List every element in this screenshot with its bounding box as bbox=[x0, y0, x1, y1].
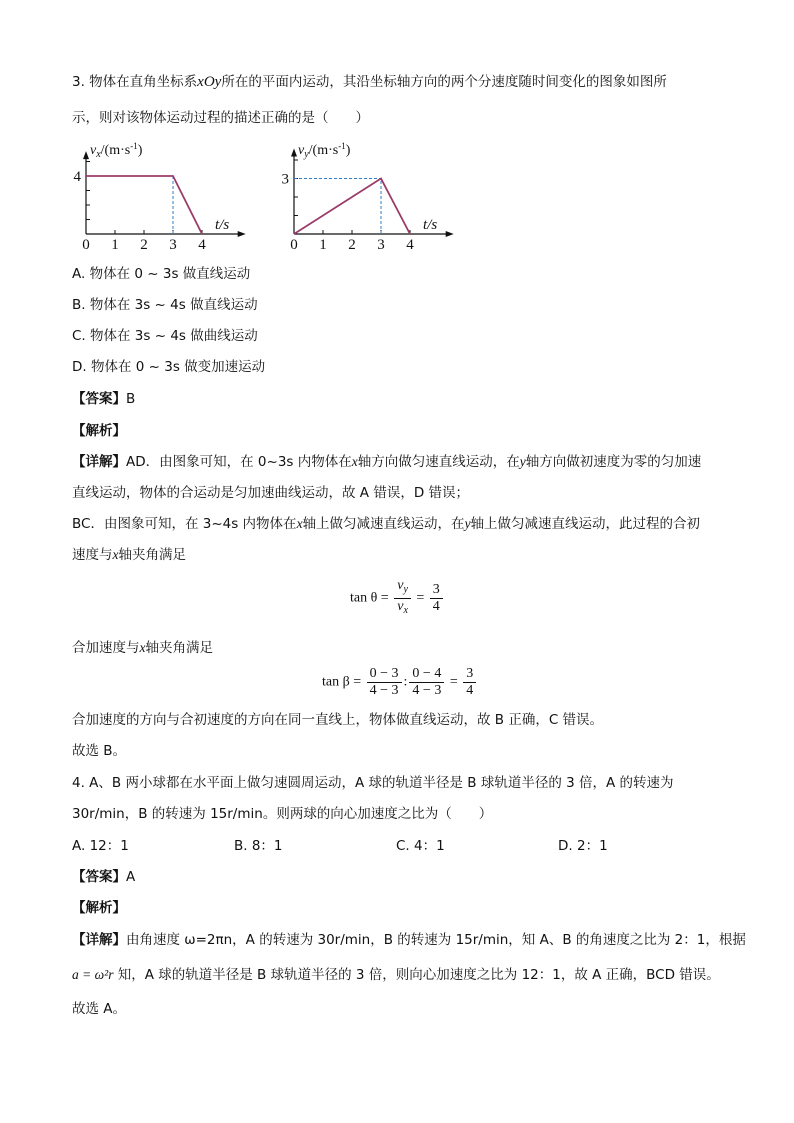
detail-text: 合加速度与 bbox=[72, 640, 140, 656]
q4-option-b: B. 8：1 bbox=[234, 838, 283, 854]
detail-text: 轴方向做匀速直线运动，在 bbox=[357, 454, 520, 470]
numerator: 0 − 3 bbox=[369, 666, 399, 681]
detail-text: 轴上做匀减速直线运动，在 bbox=[302, 516, 465, 532]
q4-option-c: C. 4：1 bbox=[396, 838, 445, 854]
x-tick-label: 3 bbox=[169, 237, 177, 253]
x-tick-label: 3 bbox=[377, 237, 385, 253]
detail-text: 由角速度 ω=2πn，A 的转速为 30r/min，B 的转速为 15r/min，知 A、B 的角速度之比为 2：1，根据 bbox=[126, 932, 746, 948]
q3-detail-line-6: 合加速度的方向与合初速度的方向在同一直线上，物体做直线运动，故 B 正确，C 错误。 bbox=[72, 712, 604, 728]
detail-text: 轴上做匀减速直线运动，此过程的合初 bbox=[470, 516, 701, 532]
equation-tan-beta bbox=[322, 666, 478, 699]
detail-text: 轴方向做初速度为零的匀加速 bbox=[525, 454, 702, 470]
q4-detail-line-2 bbox=[72, 965, 720, 985]
x-tick-label: 1 bbox=[319, 237, 327, 253]
q4-answer bbox=[72, 867, 135, 887]
answer-value: A bbox=[126, 869, 136, 885]
q3-answer bbox=[72, 389, 135, 409]
acceleration-formula: a = ω²r bbox=[72, 967, 114, 982]
x-tick-label: 1 bbox=[111, 237, 119, 253]
acceleration-y-fraction bbox=[409, 666, 444, 699]
q3-detail-line-2: 直线运动，物体的合运动是匀加速曲线运动，故 A 错误，D 错误； bbox=[72, 485, 470, 501]
eq-lhs: tan β = bbox=[322, 674, 362, 690]
q4-stem-line-2: 30r/min，B 的转速为 15r/min。则两球的向心加速度之比为（ ） bbox=[72, 806, 493, 822]
x-tick-label: 0 bbox=[82, 237, 90, 253]
q3-stem-line-2: 示，则对该物体运动过程的描述正确的是（ ） bbox=[72, 110, 369, 126]
equals-sign: = bbox=[449, 674, 458, 690]
x-axis-label: t/s bbox=[423, 217, 438, 233]
y-axis-label: $v_y/(m\cdot s^{-1})$ bbox=[298, 141, 351, 160]
denominator: 4 bbox=[430, 598, 443, 615]
result-fraction bbox=[463, 666, 476, 699]
y-tick-label: 3 bbox=[281, 171, 289, 188]
y-axis-label: $v_x/(m\cdot s^{-1})$ bbox=[90, 141, 143, 160]
eq-lhs: tan θ = bbox=[350, 590, 389, 606]
equation-tan-theta bbox=[350, 578, 445, 619]
acceleration-x-fraction bbox=[367, 666, 402, 699]
answer-tag: 【答案】 bbox=[72, 391, 126, 407]
x-axis-label: t/s bbox=[215, 217, 230, 233]
x-tick-label: 2 bbox=[140, 237, 148, 253]
numerator: 3 bbox=[432, 582, 440, 597]
q3-option-d: D. 物体在 0 ~ 3s 做变加速运动 bbox=[72, 359, 266, 375]
detail-tag: 【详解】 bbox=[72, 932, 126, 948]
detail-text: 轴夹角满足 bbox=[145, 640, 213, 656]
x-tick-label: 0 bbox=[290, 237, 298, 253]
q3-analysis-tag: 【解析】 bbox=[72, 423, 126, 439]
q3-conclusion: 故选 B。 bbox=[72, 743, 127, 759]
x-variable: x bbox=[351, 454, 358, 469]
denominator: 4 − 3 bbox=[409, 682, 444, 699]
detail-text: 知，A 球的轨道半径是 B 球轨道半径的 3 倍，则向心加速度之比为 12：1，故 A 正确，BCD 错误。 bbox=[113, 967, 720, 983]
denominator: 4 − 3 bbox=[367, 682, 402, 699]
answer-tag: 【答案】 bbox=[72, 869, 126, 885]
x-axis-arrow bbox=[446, 231, 454, 237]
q3-detail-line-1 bbox=[72, 452, 701, 472]
q4-option-d: D. 2：1 bbox=[558, 838, 608, 854]
q3-option-b: B. 物体在 3s ~ 4s 做直线运动 bbox=[72, 297, 258, 313]
detail-text: AD．由图象可知，在 0~3s 内物体在 bbox=[126, 454, 352, 470]
ratio-colon: : bbox=[403, 674, 408, 690]
q3-detail-line-4 bbox=[72, 545, 186, 565]
numerator: 0 − 4 bbox=[412, 666, 442, 681]
detail-text: 轴夹角满足 bbox=[118, 547, 186, 563]
vy-subscript: y bbox=[403, 584, 408, 595]
q4-detail-line-1 bbox=[72, 930, 746, 950]
vx-symbol: v bbox=[397, 599, 404, 614]
x-tick-label: 4 bbox=[406, 237, 414, 253]
x-tick-label: 2 bbox=[348, 237, 356, 253]
q3-stem-text: 3. 物体在直角坐标系 bbox=[72, 74, 198, 90]
vy-symbol: v bbox=[397, 578, 404, 593]
q3-detail-line-5 bbox=[72, 638, 213, 658]
q3-option-a: A. 物体在 0 ~ 3s 做直线运动 bbox=[72, 266, 251, 282]
x-variable: x bbox=[296, 516, 303, 531]
q3-stem-text-2: 所在的平面内运动，其沿坐标轴方向的两个分速度随时间变化的图象如图所 bbox=[221, 74, 667, 90]
detail-tag: 【详解】 bbox=[72, 454, 126, 470]
y-variable: y bbox=[464, 516, 471, 531]
answer-value: B bbox=[126, 391, 136, 407]
q3-option-c: C. 物体在 3s ~ 4s 做曲线运动 bbox=[72, 328, 258, 344]
vx-subscript: x bbox=[403, 605, 408, 616]
q3-detail-line-3 bbox=[72, 514, 700, 534]
q3-stem-line-1 bbox=[72, 72, 667, 92]
velocity-ratio-fraction bbox=[394, 578, 411, 619]
velocity-series-line bbox=[294, 179, 410, 235]
y-axis-arrow bbox=[83, 151, 89, 159]
vx-time-chart bbox=[72, 136, 258, 256]
q4-analysis-tag: 【解析】 bbox=[72, 900, 126, 916]
detail-text: 速度与 bbox=[72, 547, 113, 563]
q4-conclusion: 故选 A。 bbox=[72, 1001, 127, 1017]
y-tick-label: 4 bbox=[73, 169, 81, 185]
numerator: 3 bbox=[466, 666, 474, 681]
velocity-series-line bbox=[86, 176, 202, 234]
x-variable: x bbox=[139, 640, 146, 655]
x-axis-arrow bbox=[238, 231, 246, 237]
y-axis-arrow bbox=[291, 148, 297, 156]
x-variable: x bbox=[112, 547, 119, 562]
q4-stem-line-1: 4. A、B 两小球都在水平面上做匀速圆周运动，A 球的轨道半径是 B 球轨道半径的 3 倍，A 的转速为 bbox=[72, 775, 674, 791]
equals-sign: = bbox=[416, 590, 425, 606]
vy-time-chart bbox=[276, 136, 456, 256]
detail-text: BC．由图象可知，在 3~4s 内物体在 bbox=[72, 516, 297, 532]
result-fraction bbox=[430, 582, 443, 615]
denominator: 4 bbox=[463, 682, 476, 699]
q3-coordinate-system: xOy bbox=[197, 74, 222, 90]
x-tick-label: 4 bbox=[198, 237, 206, 253]
q4-option-a: A. 12：1 bbox=[72, 838, 129, 854]
y-variable: y bbox=[519, 454, 526, 469]
